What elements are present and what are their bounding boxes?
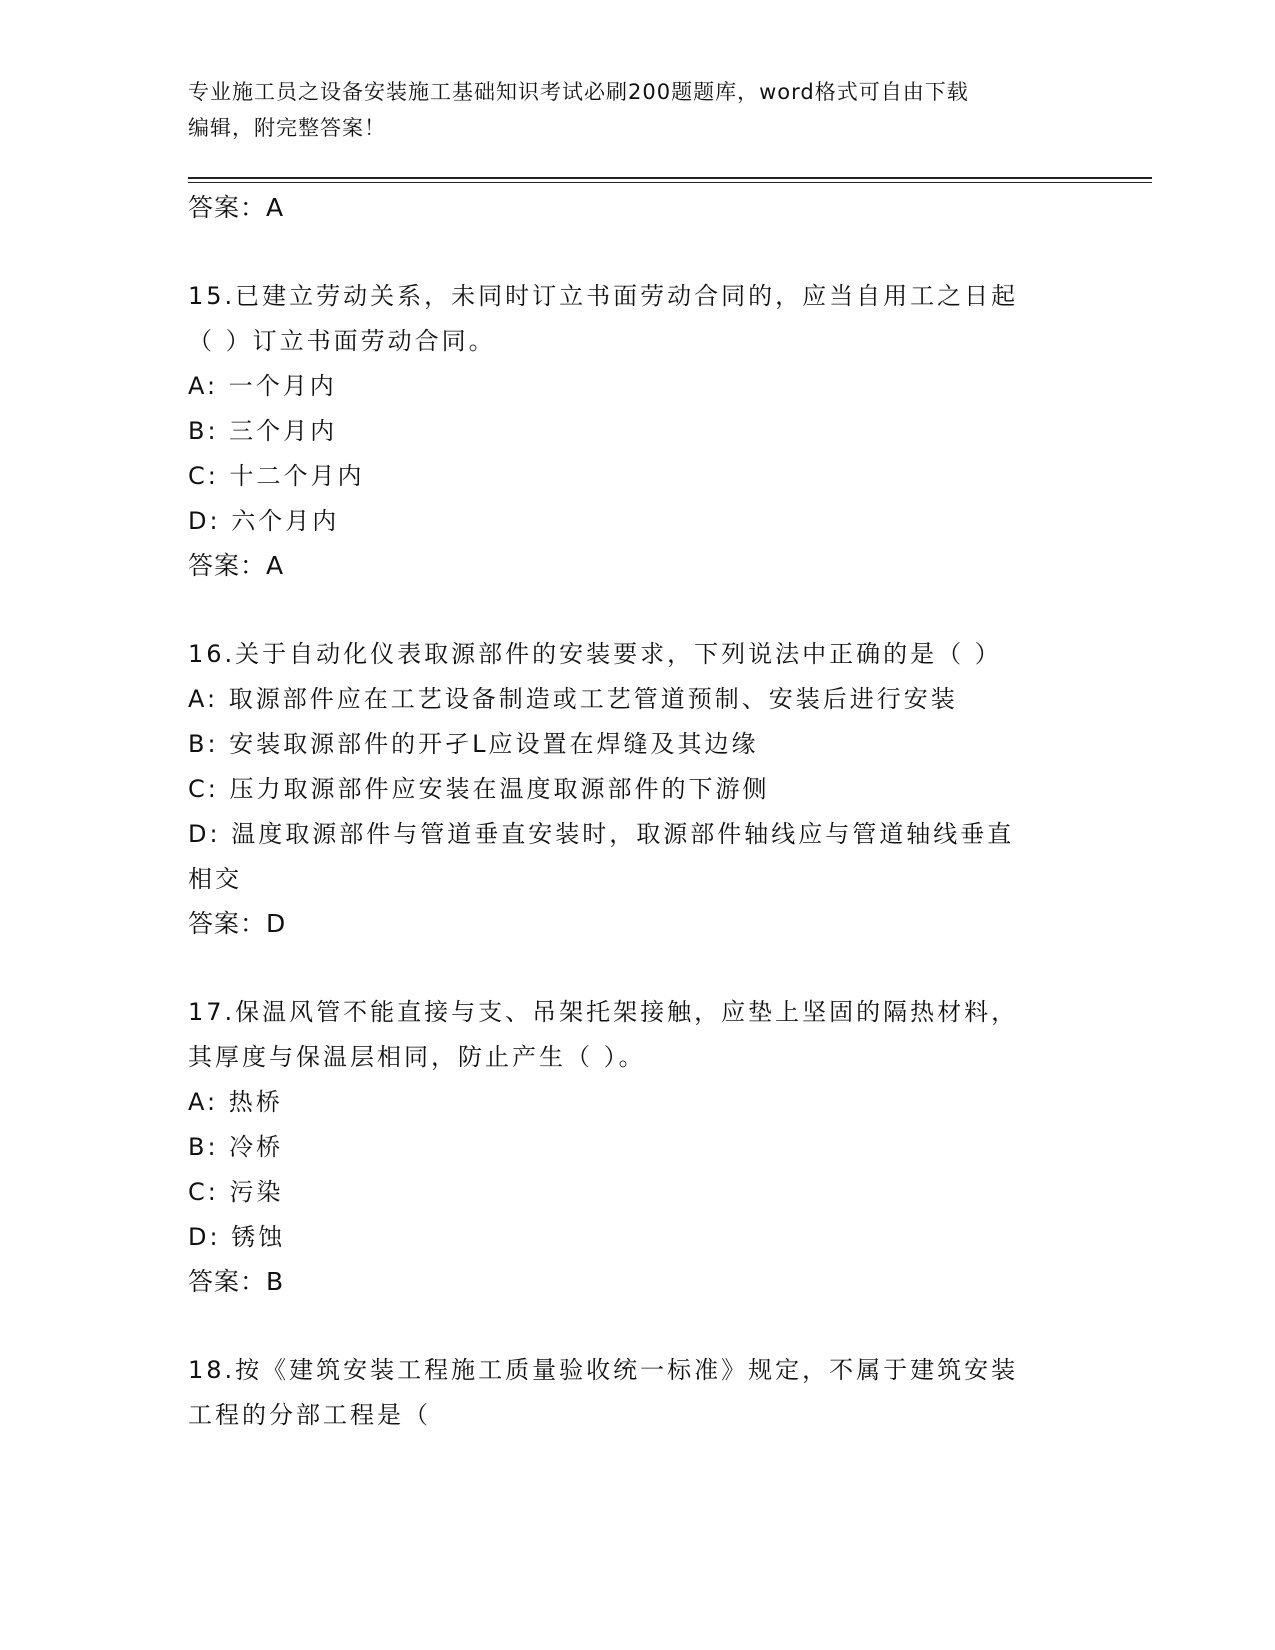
question-16 bbox=[188, 632, 1088, 946]
option-c: C: 压力取源部件应安装在温度取源部件的下游侧 bbox=[188, 775, 770, 803]
question-stem-line: 18.按《建筑安装工程施工质量验收统一标准》规定，不属于建筑安装 bbox=[188, 1356, 1019, 1384]
question-18 bbox=[188, 1348, 1088, 1438]
header-divider-thin bbox=[188, 182, 1152, 183]
previous-answer: 答案：A bbox=[188, 193, 285, 222]
question-17 bbox=[188, 990, 1088, 1304]
question-answer: 答案：A bbox=[188, 551, 285, 580]
page-header bbox=[188, 74, 1068, 146]
option-d-continued: 相交 bbox=[188, 865, 242, 893]
option-c: C: 污染 bbox=[188, 1178, 284, 1206]
option-b: B: 冷桥 bbox=[188, 1133, 284, 1161]
question-stem-line: 其厚度与保温层相同，防止产生（ ）。 bbox=[188, 1043, 646, 1071]
question-answer: 答案：D bbox=[188, 909, 287, 938]
document-body bbox=[188, 186, 1088, 1438]
option-c: C: 十二个月内 bbox=[188, 462, 365, 490]
option-b: B: 安装取源部件的开孑L应设置在焊缝及其边缘 bbox=[188, 730, 759, 758]
header-line-2: 编辑，附完整答案！ bbox=[188, 116, 386, 140]
question-answer: 答案：B bbox=[188, 1267, 285, 1296]
option-a: A: 取源部件应在工艺设备制造或工艺管道预制、安装后进行安装 bbox=[188, 685, 958, 713]
question-stem-line: （ ）订立书面劳动合同。 bbox=[188, 327, 496, 355]
option-a: A: 一个月内 bbox=[188, 372, 337, 400]
option-d: D: 六个月内 bbox=[188, 507, 340, 535]
option-a: A: 热桥 bbox=[188, 1088, 283, 1116]
question-stem-line: 16.关于自动化仪表取源部件的安装要求，下列说法中正确的是（ ） bbox=[188, 640, 1002, 668]
header-line-1: 专业施工员之设备安装施工基础知识考试必刷200题题库，word格式可自由下载 bbox=[188, 80, 969, 104]
question-stem-line: 15.已建立劳动关系，未同时订立书面劳动合同的，应当自用工之日起 bbox=[188, 282, 1019, 310]
option-d: D: 温度取源部件与管道垂直安装时，取源部件轴线应与管道轴线垂直 bbox=[188, 820, 1015, 848]
question-stem-line: 17.保温风管不能直接与支、吊架托架接触，应垫上坚固的隔热材料， bbox=[188, 998, 1019, 1026]
header-divider-thick bbox=[188, 177, 1152, 179]
option-d: D: 锈蚀 bbox=[188, 1223, 286, 1251]
question-stem-line: 工程的分部工程是（ bbox=[188, 1401, 431, 1429]
option-b: B: 三个月内 bbox=[188, 417, 338, 445]
question-15 bbox=[188, 274, 1088, 588]
